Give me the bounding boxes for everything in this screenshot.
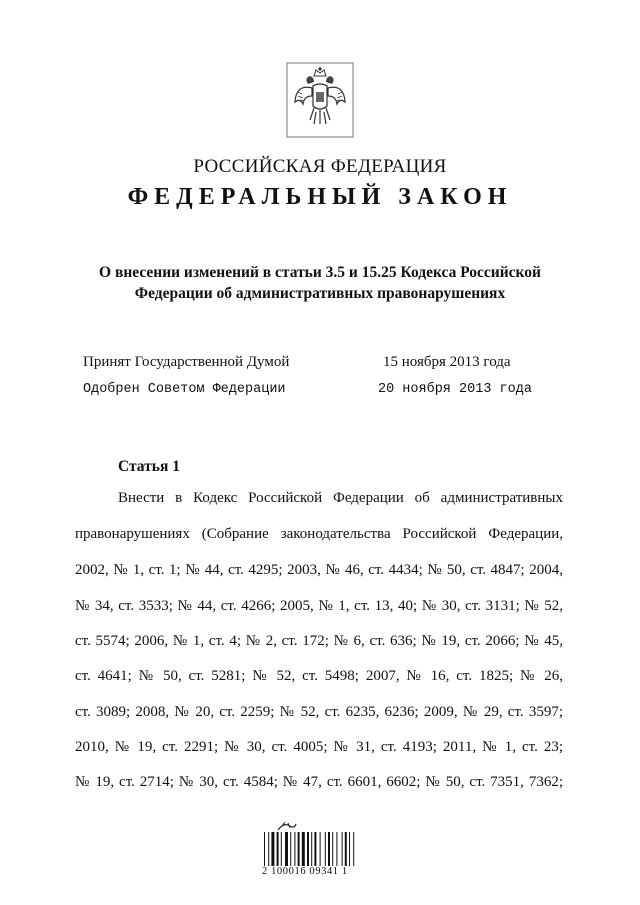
article-line: ст. 4641; № 50, ст. 5281; № 52, ст. 5498; 2007, № 16, ст. 1825; № 26, xyxy=(75,668,563,684)
registry-mark-icon xyxy=(276,820,298,832)
article-line: 2010, № 19, ст. 2291; № 30, ст. 4005; № 31, ст. 4193; 2011, № 1, ст. 23; xyxy=(75,739,563,755)
council-approval-label: Одобрен Советом Федерации xyxy=(83,382,286,397)
country-heading: РОССИЙСКАЯ ФЕДЕРАЦИЯ xyxy=(193,156,447,177)
duma-adoption-date: 15 ноября 2013 года xyxy=(383,354,511,370)
article-line: № 19, ст. 2714; № 30, ст. 4584; № 47, ст. 6601, 6602; № 50, ст. 7351, 7362; xyxy=(75,774,563,790)
barcode xyxy=(262,832,370,866)
law-title-line-1: О внесении изменений в статьи 3.5 и 15.25 Кодекса Российской xyxy=(99,264,541,281)
adoption-duma-row xyxy=(83,354,543,371)
article-line: ст. 5574; 2006, № 1, ст. 4; № 2, ст. 172; № 6, ст. 636; № 19, ст. 2066; № 45, xyxy=(75,633,563,649)
law-title-line-2: Федерации об административных правонарушениях xyxy=(134,285,506,302)
article-line: № 34, ст. 3533; № 44, ст. 4266; 2005, № 1, ст. 13, 40; № 30, ст. 3131; № 52, xyxy=(75,598,563,614)
law-title xyxy=(92,262,548,304)
coat-of-arms-emblem xyxy=(286,62,354,138)
article-heading: Статья 1 xyxy=(118,458,180,475)
barcode-number: 2 100016 09341 1 xyxy=(262,866,348,877)
article-line: правонарушениях (Собрание законодательства Российской Федерации, xyxy=(75,526,563,542)
article-line: 2002, № 1, ст. 1; № 44, ст. 4295; 2003, № 46, ст. 4434; № 50, ст. 4847; 2004, xyxy=(75,562,563,578)
article-line: Внести в Кодекс Российской Федерации об административных xyxy=(118,490,563,506)
adoption-council-row xyxy=(83,382,543,397)
article-line: ст. 3089; 2008, № 20, ст. 2259; № 52, ст. 6235, 6236; 2009, № 29, ст. 3597; xyxy=(75,704,563,720)
document-type-heading: ФЕДЕРАЛЬНЫЙ ЗАКОН xyxy=(127,184,513,210)
council-approval-date: 20 ноября 2013 года xyxy=(378,382,532,397)
duma-adoption-label: Принят Государственной Думой xyxy=(83,354,290,370)
